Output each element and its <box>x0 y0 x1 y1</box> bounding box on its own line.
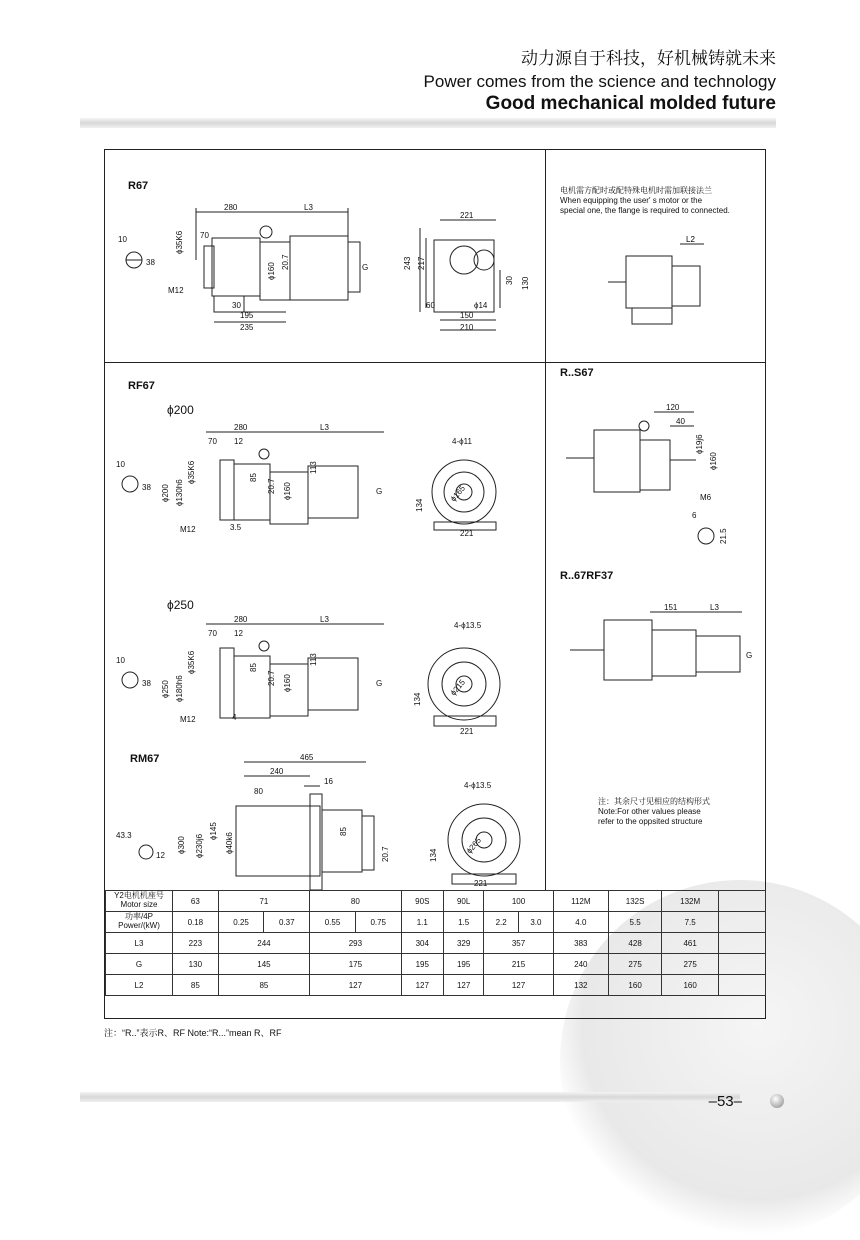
dim-rf250-160: ϕ160 <box>283 674 292 692</box>
table-cell: 132S <box>608 891 661 912</box>
footnote: 注：“R..”表示R、RF Note:“R...”mean R、RF <box>104 1028 282 1038</box>
header-band <box>80 118 776 128</box>
table-cell: 293 <box>310 933 401 954</box>
table-cell: 132 <box>553 975 608 996</box>
label-r67: R67 <box>128 180 149 192</box>
dim-rf200-130: ϕ130h6 <box>175 479 184 506</box>
table-cell: 145 <box>218 954 309 975</box>
table-cell: 1.1 <box>401 912 443 933</box>
dim-r67-195: 195 <box>240 311 254 320</box>
dim-rm67-207: 20.7 <box>381 846 390 862</box>
dim-r67-243: 243 <box>403 256 412 270</box>
flange-note-en2: special one, the flange is required to connected. <box>560 206 730 215</box>
dims-r67 <box>118 203 530 332</box>
dim-rf250-bolt: 4-ϕ13.5 <box>454 621 482 630</box>
table-cell: 4.0 <box>553 912 608 933</box>
page-number: –53– <box>708 1093 742 1110</box>
table-cell: 160 <box>608 975 661 996</box>
row-divider-r67 <box>104 362 545 363</box>
flange-note-cn: 电机需方配时或配特殊电机时需加联接法兰 <box>560 186 712 195</box>
dim-r67-130: 130 <box>521 276 530 290</box>
other-note-en2: refer to the oppsited structure <box>598 817 703 826</box>
dim-r67-shaft: ϕ35K6 <box>175 230 184 254</box>
dim-rf200-35: ϕ35K6 <box>187 460 196 484</box>
dim-rf200-85: 85 <box>249 473 258 482</box>
dims-rf67-200 <box>116 423 474 538</box>
dim-rf37-L3: L3 <box>710 603 719 612</box>
dim-rf200-134: 134 <box>415 498 424 512</box>
header-slogan-bold: Good mechanical molded future <box>485 93 776 114</box>
dim-flange-L2: L2 <box>686 235 695 244</box>
dim-rm67-221: 221 <box>474 879 488 888</box>
table-cell: 240 <box>553 954 608 975</box>
row-label: L2 <box>106 975 173 996</box>
dim-r67-160: ϕ160 <box>267 262 276 280</box>
dim-rm67-bolt: 4-ϕ13.5 <box>464 781 492 790</box>
dim-rf250-250: ϕ250 <box>161 680 170 698</box>
dim-rf250-M12: M12 <box>180 715 196 724</box>
drawing-flange <box>546 230 766 340</box>
header-slogan-en: Power comes from the science and technology <box>423 72 776 91</box>
dim-rf250-113: 113 <box>309 653 318 666</box>
dim-r67-G: G <box>362 263 369 272</box>
dim-rf200-L3: L3 <box>320 423 329 432</box>
dim-rf250-12: 12 <box>234 629 243 638</box>
dim-rf250-221: 221 <box>460 727 474 736</box>
dim-rf200-113: 113 <box>309 461 318 474</box>
dim-rs67-40: 40 <box>676 417 685 426</box>
table-cell: 127 <box>484 975 554 996</box>
row-divider-right <box>545 362 766 363</box>
table-cell: 132M <box>662 891 719 912</box>
other-note-en1: Note:For other values please <box>598 807 701 816</box>
footer-band <box>80 1092 740 1102</box>
table-row <box>106 891 766 912</box>
table-cell: 383 <box>553 933 608 954</box>
dim-rf200-207: 20.7 <box>267 478 276 494</box>
dims-rs67 <box>666 403 728 544</box>
label-phi250: ϕ250 <box>167 598 194 612</box>
table-cell: 428 <box>608 933 661 954</box>
table-row <box>106 975 766 996</box>
dim-rf200-160: ϕ160 <box>283 482 292 500</box>
dim-rf250-280: 280 <box>234 615 248 624</box>
dim-r67-150: 150 <box>460 311 474 320</box>
dim-r67-phi14: ϕ14 <box>474 301 488 310</box>
table-cell-empty <box>719 891 766 912</box>
other-note-cn: 注：其余尺寸见相应的结构形式 <box>598 797 710 806</box>
table-cell: 112M <box>553 891 608 912</box>
dim-rf200-10: 10 <box>116 460 125 469</box>
dim-rf250-38: 38 <box>142 679 151 688</box>
table-cell-empty <box>719 912 766 933</box>
dim-r67-30b: 30 <box>505 276 514 285</box>
dim-rf250-215: ϕ215 <box>448 677 467 698</box>
drawing-rf67-phi250 <box>104 608 545 738</box>
dim-r67-30: 30 <box>232 301 241 310</box>
page-bullet-icon <box>770 1094 784 1108</box>
table-cell: 461 <box>662 933 719 954</box>
table-cell: 0.55 <box>310 912 356 933</box>
table-cell: 195 <box>401 954 443 975</box>
dim-r67-217: 217 <box>417 256 426 270</box>
dim-r67-210: 210 <box>460 323 474 332</box>
dim-rs67-6: 6 <box>692 511 697 520</box>
table-cell-empty <box>719 954 766 975</box>
dim-r67-207: 20.7 <box>281 254 290 270</box>
header-slogan-cn: 动力源自于科技，好机械铸就未来 <box>521 49 776 69</box>
table-cell: 130 <box>173 954 219 975</box>
table-row <box>106 954 766 975</box>
dim-rf37-151: 151 <box>664 603 678 612</box>
table-cell: 357 <box>484 933 554 954</box>
dim-rf250-L3: L3 <box>320 615 329 624</box>
label-rf67: RF67 <box>128 380 155 392</box>
table-cell-empty <box>719 975 766 996</box>
table-cell: 0.37 <box>264 912 310 933</box>
row-label: 功率/4P Power/(kW) <box>106 912 173 933</box>
table-cell: 160 <box>662 975 719 996</box>
dim-rf250-207: 20.7 <box>267 670 276 686</box>
label-r67rf37: R..67RF37 <box>560 570 614 582</box>
table-cell: 215 <box>484 954 554 975</box>
dim-rf250-35: ϕ35K6 <box>187 650 196 674</box>
table-cell: 127 <box>310 975 401 996</box>
drawing-r67rf37 <box>546 600 766 700</box>
dim-rs67-120: 120 <box>666 403 680 412</box>
row-label: G <box>106 954 173 975</box>
dim-rf250-10: 10 <box>116 656 125 665</box>
flange-note-en1: When equipping the user' s motor or the <box>560 196 703 205</box>
dim-rm67-80: 80 <box>254 787 263 796</box>
dim-rm67-16: 16 <box>324 777 333 786</box>
dim-rm67-433: 43.3 <box>116 831 132 840</box>
table-cell: 195 <box>444 954 484 975</box>
table-cell: 0.75 <box>355 912 401 933</box>
table-cell: 275 <box>662 954 719 975</box>
dim-rf37-G: G <box>746 651 753 660</box>
table-cell: 0.25 <box>218 912 264 933</box>
table-cell: 90S <box>401 891 443 912</box>
dim-rf200-M12: M12 <box>180 525 196 534</box>
dim-rf250-180: ϕ180h6 <box>175 675 184 702</box>
flange-note <box>560 186 730 216</box>
dim-r67-M12: M12 <box>168 286 184 295</box>
dim-r67-38: 38 <box>146 258 155 267</box>
dim-r67-221: 221 <box>460 211 474 220</box>
table-row <box>106 933 766 954</box>
table-cell: 127 <box>401 975 443 996</box>
dim-rf250-134: 134 <box>413 692 422 706</box>
dim-rs67-215: 21.5 <box>719 528 728 544</box>
table-cell: 244 <box>218 933 309 954</box>
table-cell-empty <box>719 933 766 954</box>
table-cell: 5.5 <box>608 912 661 933</box>
dim-rf250-85: 85 <box>249 663 258 672</box>
dim-rf250-G: G <box>376 679 383 688</box>
dim-rm67-12: 12 <box>156 851 165 860</box>
dims-rm67 <box>116 753 492 888</box>
dim-rm67-300: ϕ300 <box>177 836 186 854</box>
dim-rm67-230: ϕ230j6 <box>195 833 204 858</box>
other-values-note <box>598 797 710 827</box>
table-cell: 3.0 <box>519 912 554 933</box>
dim-r67-280: 280 <box>224 203 238 212</box>
table-row <box>106 912 766 933</box>
table-cell: 127 <box>444 975 484 996</box>
dim-rf200-38: 38 <box>142 483 151 492</box>
dim-r67-10: 10 <box>118 235 127 244</box>
dim-r67-235: 235 <box>240 323 254 332</box>
dim-rf200-200: ϕ200 <box>161 484 170 502</box>
label-phi200: ϕ200 <box>167 403 194 417</box>
dim-rs67-19: ϕ19j6 <box>695 434 704 454</box>
table-cell: 80 <box>310 891 401 912</box>
drawing-rf67-phi200 <box>104 412 545 542</box>
table-cell: 0.18 <box>173 912 219 933</box>
table-cell: 1.5 <box>444 912 484 933</box>
table-cell: 275 <box>608 954 661 975</box>
dim-r67-60: 60 <box>426 301 435 310</box>
drawing-rm67 <box>104 750 545 890</box>
dim-rm67-465: 465 <box>300 753 314 762</box>
table-cell: 7.5 <box>662 912 719 933</box>
dim-rf200-bolt: 4-ϕ11 <box>452 437 472 446</box>
dim-rm67-265: ϕ265 <box>464 835 483 856</box>
table-cell: 85 <box>218 975 309 996</box>
row-label: L3 <box>106 933 173 954</box>
drawing-r67 <box>104 150 545 362</box>
row-label: Y2电机机座号 Motor size <box>106 891 173 912</box>
dim-rm67-240: 240 <box>270 767 284 776</box>
motor-spec-table <box>105 890 766 996</box>
dim-rm67-134: 134 <box>429 848 438 862</box>
table-cell: 223 <box>173 933 219 954</box>
dim-rf200-35b: 3.5 <box>230 523 242 532</box>
label-rm67: RM67 <box>130 753 160 765</box>
table-cell: 90L <box>444 891 484 912</box>
label-rs67: R..S67 <box>560 367 594 379</box>
dim-rf200-G: G <box>376 487 383 496</box>
table-cell: 2.2 <box>484 912 519 933</box>
dim-rs67-M6: M6 <box>700 493 712 502</box>
dim-r67-70: 70 <box>200 231 209 240</box>
dim-rm67-85: 85 <box>339 827 348 836</box>
dim-r67-L3: L3 <box>304 203 313 212</box>
dims-rf67-250 <box>116 615 482 736</box>
dim-rf250-70: 70 <box>208 629 217 638</box>
dim-rf200-12: 12 <box>234 437 243 446</box>
dim-rf200-165: ϕ165 <box>448 483 467 504</box>
table-cell: 175 <box>310 954 401 975</box>
dim-rm67-145: ϕ145 <box>209 822 218 840</box>
table-cell: 100 <box>484 891 554 912</box>
table-cell: 329 <box>444 933 484 954</box>
dim-rf250-4: 4 <box>232 713 237 722</box>
dim-rm67-40: ϕ40k6 <box>225 832 234 854</box>
table-cell: 63 <box>173 891 219 912</box>
drawing-rs67 <box>546 400 766 550</box>
dim-rf200-70: 70 <box>208 437 217 446</box>
table-cell: 304 <box>401 933 443 954</box>
dim-rs67-160: ϕ160 <box>709 452 718 470</box>
dim-rf200-221: 221 <box>460 529 474 538</box>
dim-rf200-280: 280 <box>234 423 248 432</box>
table-cell: 71 <box>218 891 309 912</box>
table-cell: 85 <box>173 975 219 996</box>
